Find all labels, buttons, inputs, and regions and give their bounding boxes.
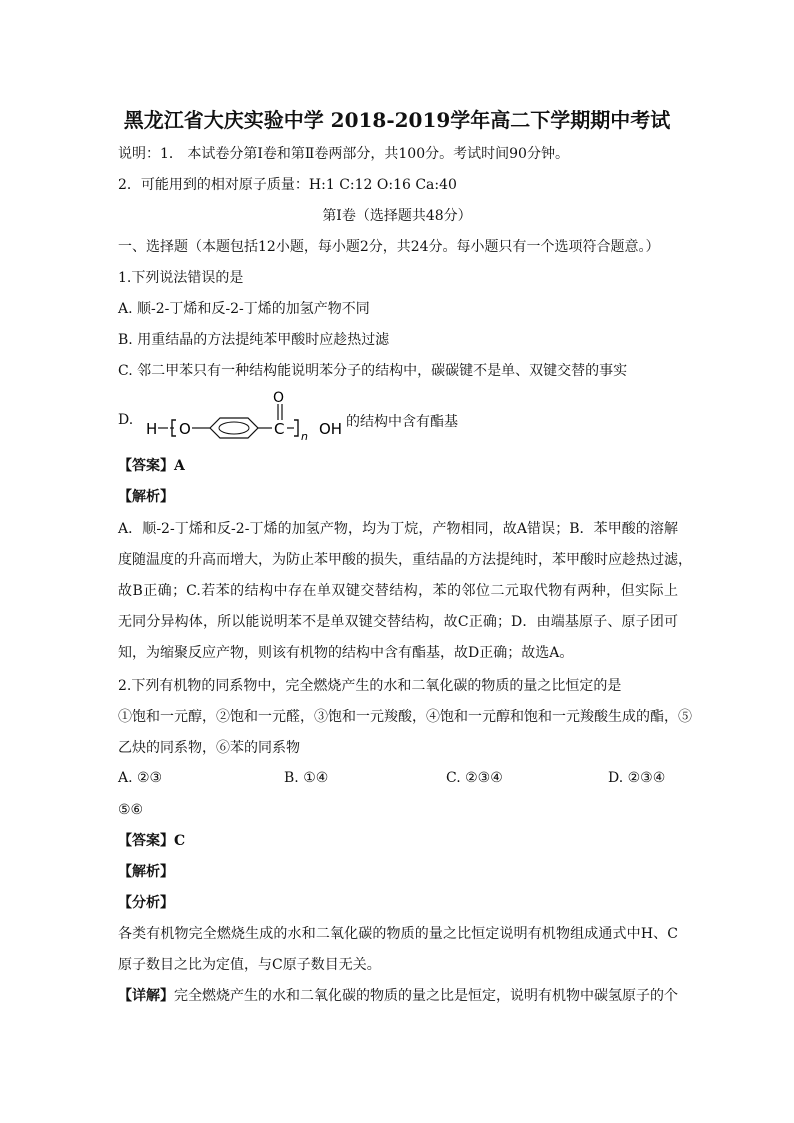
question-2-option-d-continued: ⑤⑥ xyxy=(118,802,144,818)
question-1-analysis-line: 故B正确；C.若苯的结构中存在单双键交替结构，苯的邻位二元取代物有两种，但实际上 xyxy=(118,583,678,599)
question-2-analysis-heading: 【解析】 xyxy=(118,864,174,880)
question-2-stem: 2.下列有机物的同系物中，完全燃烧产生的水和二氧化碳的物质的量之比恒定的是 xyxy=(118,678,622,694)
question-1-analysis-line: 无同分异构体，所以能说明苯不是单双键交替结构，故C正确；D．由端基原子、原子团可 xyxy=(118,614,678,630)
question-2-option-d: D. ②③④ xyxy=(608,770,666,786)
structure-h-label: H xyxy=(146,420,158,438)
question-1-analysis-line: 度随温度的升高而增大，为防止苯甲酸的损失，重结晶的方法提纯时，苯甲酸时应趁热过滤， xyxy=(118,552,692,568)
question-1-option-d-suffix: 的结构中含有酯基 xyxy=(346,414,458,430)
question-1-option-a: A. 顺-2-丁烯和反-2-丁烯的加氢产物不同 xyxy=(118,301,370,317)
question-2-detail-line xyxy=(118,986,678,1006)
question-1-analysis-line: A．顺-2-丁烯和反-2-丁烯的加氢产物，均为丁烷，产物相同，故A错误；B．苯甲酸的溶解 xyxy=(118,521,678,537)
question-2-option-c: C. ②③④ xyxy=(446,770,503,786)
structure-oh-label: OH xyxy=(319,420,343,438)
question-1-analysis-heading: 【解析】 xyxy=(118,489,174,505)
question-2-detail-text: 完全燃烧产生的水和二氧化碳的物质的量之比是恒定，说明有机物中碳氢原子的个 xyxy=(174,988,678,1004)
page-title: 黑龙江省大庆实验中学 2018-2019学年高二下学期期中考试 xyxy=(123,108,671,132)
intro-line-1: 说明：1． 本试卷分第Ⅰ卷和第Ⅱ卷两部分，共100分。考试时间90分钟。 xyxy=(118,146,569,162)
question-1-analysis-line: 知，为缩聚反应产物，则该有机物的结构中含有酯基，故D正确；故选A。 xyxy=(118,645,574,661)
question-2-option-b: B. ①④ xyxy=(284,770,329,786)
polyester-structure-formula xyxy=(142,390,352,444)
structure-o-left-label: O xyxy=(179,420,191,438)
question-1-answer: 【答案】A xyxy=(118,458,185,474)
question-2-items-line-1: ①饱和一元醇，②饱和一元醛，③饱和一元羧酸，④饱和一元醇和饱和一元羧酸生成的酯，⑤ xyxy=(118,709,692,725)
question-2-option-a: A. ②③ xyxy=(118,770,163,786)
question-2-detail-label: 【详解】 xyxy=(118,988,174,1004)
question-2-items-line-2: 乙炔的同系物，⑥苯的同系物 xyxy=(118,740,300,756)
part-one-heading: 一、选择题（本题包括12小题，每小题2分，共24分。每小题只有一个选项符合题意。） xyxy=(118,239,660,255)
question-1-option-d-label: D. xyxy=(118,412,134,428)
section-heading: 第Ⅰ卷（选择题共48分） xyxy=(322,208,472,224)
question-1-option-c: C. 邻二甲苯只有一种结构能说明苯分子的结构中，碳碳键不是单、双键交替的事实 xyxy=(118,363,628,379)
question-1-stem: 1.下列说法错误的是 xyxy=(118,270,244,286)
question-2-answer: 【答案】C xyxy=(118,833,186,849)
question-2-analysis-line: 原子数目之比为定值，与C原子数目无关。 xyxy=(118,957,381,973)
structure-c-label: C xyxy=(274,420,285,438)
benzene-ring-icon xyxy=(210,418,258,438)
structure-n-subscript: n xyxy=(301,430,308,443)
question-2-analysis-subheading: 【分析】 xyxy=(118,895,174,911)
structure-o-top-label: O xyxy=(273,390,285,406)
intro-line-2: 2．可能用到的相对原子质量：H:1 C:12 O:16 Ca:40 xyxy=(118,177,457,193)
question-2-analysis-line: 各类有机物完全燃烧生成的水和二氧化碳的物质的量之比恒定说明有机物组成通式中H、C xyxy=(118,926,678,942)
question-1-option-b: B. 用重结晶的方法提纯苯甲酸时应趁热过滤 xyxy=(118,332,390,348)
